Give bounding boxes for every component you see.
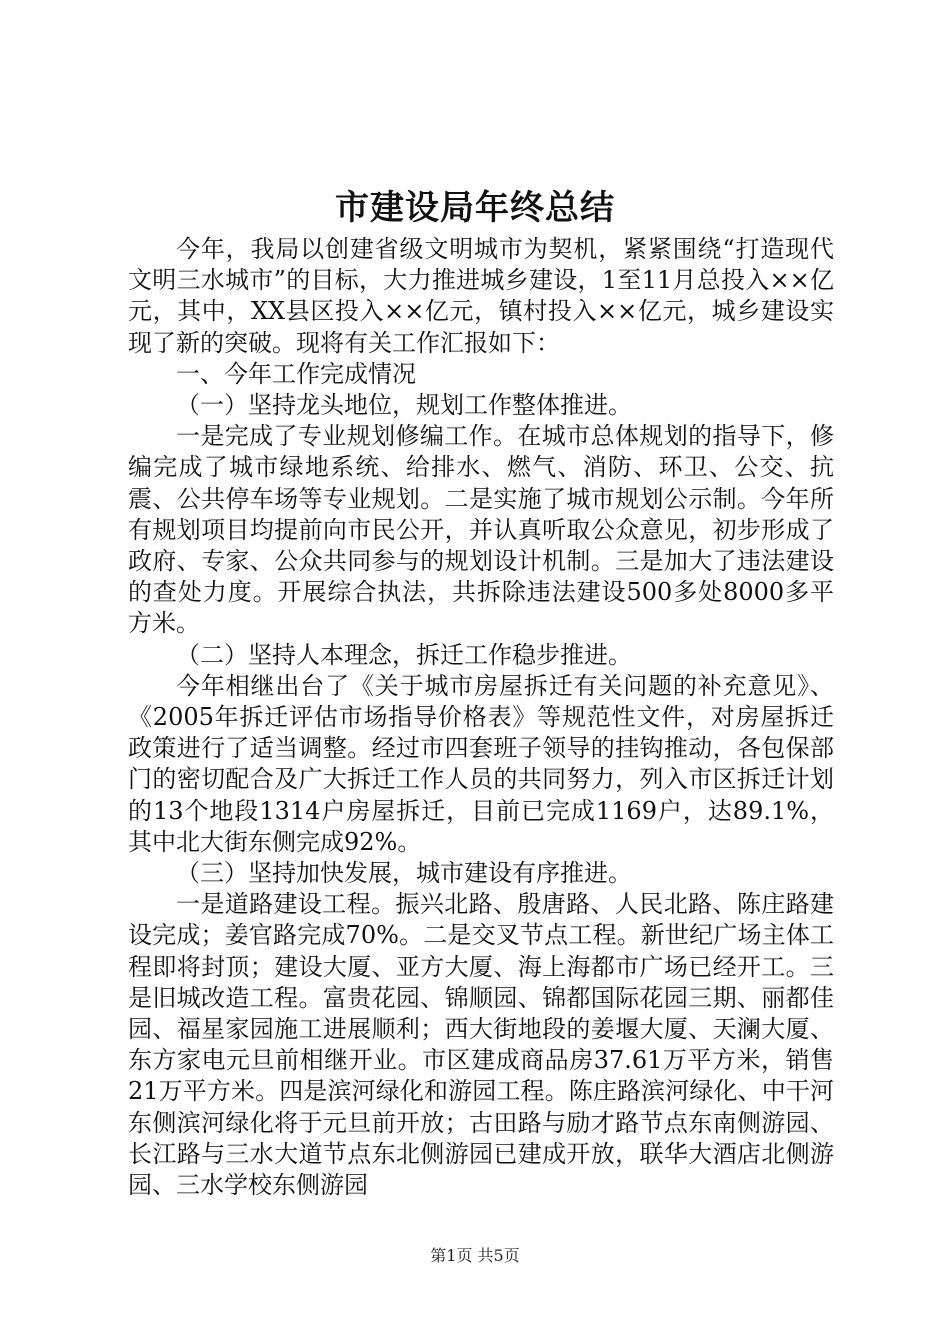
subsection-heading-3: （三）坚持加快发展，城市建设有序推进。: [176, 859, 632, 888]
subsection-heading-1: （一）坚持龙头地位，规划工作整体推进。: [176, 391, 632, 420]
document-title: 市建设局年终总结: [335, 188, 615, 228]
paragraph-planning: 一是完成了专业规划修编工作。在城市总体规划的指导下，修编完成了城市绿地系统、给排水、燃气、消防、环卫、公交、抗震、公共停车场等专业规划。二是实施了城市规划公示制。今年所有规划项目均提前向市民公开，并认真听取公众意见，初步形成了政府、专家、公众共同参与的规划设计机制。三是加大了违法建设的查处力度。开展综合执法，共拆除违法建设500多处8000多平方米。: [128, 422, 834, 638]
section-heading-1: 一、今年工作完成情况: [176, 359, 416, 388]
page-number-footer: 第1页 共5页: [430, 1246, 520, 1265]
paragraph-construction: 一是道路建设工程。振兴北路、殷唐路、人民北路、陈庄路建设完成；姜官路完成70%。二是交叉节点工程。新世纪广场主体工程即将封顶；建设大厦、亚方大厦、海上海都市广场已经开工。三是旧城改造工程。富贵花园、锦顺园、锦都国际花园三期、丽都佳园、福星家园施工进展顺利；西大街地段的姜堰大厦、天澜大厦、东方家电元旦前相继开业。市区建成商品房37.61万平方米，销售21万平方米。四是滨河绿化和游园工程。陈庄路滨河绿化、中干河东侧滨河绿化将于元旦前开放；古田路与励才路节点东南侧游园、长江路与三水大道节点东北侧游园已建成开放，联华大酒店北侧游园、三水学校东侧游园: [128, 890, 834, 1200]
document-body: [128, 234, 834, 1201]
subsection-heading-2: （二）坚持人本理念，拆迁工作稳步推进。: [176, 640, 632, 669]
paragraph-intro: 今年，我局以创建省级文明城市为契机，紧紧围绕“打造现代文明三水城市”的目标，大力推进城乡建设，1至11月总投入××亿元，其中，XX县区投入××亿元，镇村投入××亿元，城乡建设实现了新的突破。现将有关工作汇报如下：: [128, 235, 834, 357]
paragraph-demolition: 今年相继出台了《关于城市房屋拆迁有关问题的补充意见》、《2005年拆迁评估市场指导价格表》等规范性文件，对房屋拆迁政策进行了适当调整。经过市四套班子领导的挂钩推动，各包保部门的密切配合及广大拆迁工作人员的共同努力，列入市区拆迁计划的13个地段1314户房屋拆迁，目前已完成1169户，达89.1%，其中北大街东侧完成92%。: [128, 671, 834, 856]
